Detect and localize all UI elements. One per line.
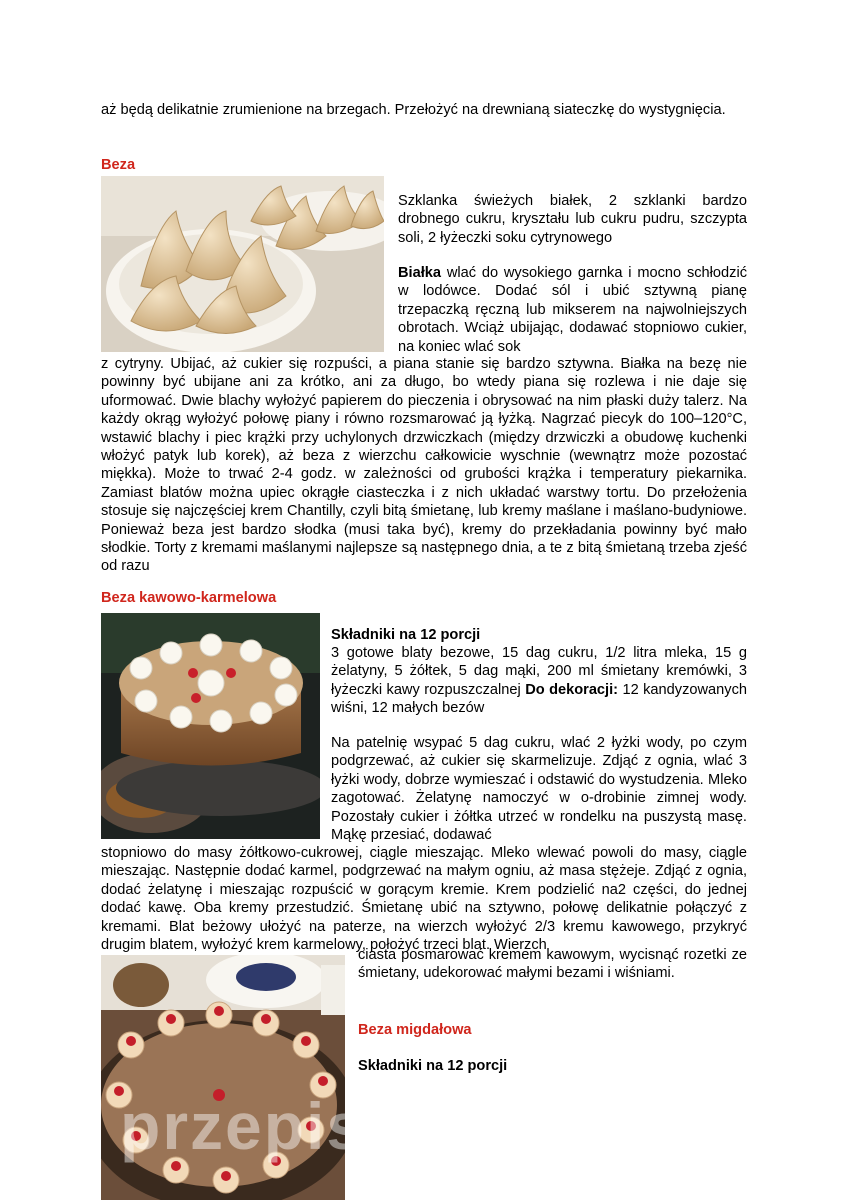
beza-kawowa-ingredients-1: 3 gotowe blaty bezowe, 15 dag cukru, 1/2 litra mleka, 15 g żelatyny, 5 żółtek, 5 dag mąki, 200 ml śmietany kremówki, 3 łyżeczki kawy rozpuszczalnej bbox=[331, 645, 747, 698]
beza-kawowa-ingredients-2: 12 kandyzowanych wiśni, 12 małych bezów bbox=[331, 681, 747, 717]
beza-method-wrap-text: wlać do wysokiego garnka i mocno schłodzić w lodówce. Dodać sól i ubić sztywną pianę trzepaczką ręczną lub mikserem na najwolniejszych obrotach. Wciąż ubijając, dodawać stopniowo cukier, na koniec wlać sok bbox=[398, 265, 747, 355]
beza-method-bold: Białka bbox=[398, 265, 441, 281]
beza-kawowa-method-full: stopniowo do masy żółtkowo-cukrowej, ciągle mieszając. Mleko wlewać powoli do masy, ciągle mieszając. Następnie dodać karmel, podgrzewać na małym ogniu, aż masa stężeje. Zdjąć z ognia, dodać żelatynę i mieszając rozpuścić w gorącym kremie. Krem podzielić na2 części, do jednej dodać kawę. Oba kremy przestudzić. Śmietanę ubić na sztywno, połowę delikatnie połączyć z kremami. Blat beżowy ułożyć na paterze, na wierzch wyłożyć 2/3 kremu kawowego, przykryć drugim blatem, wyłożyć krem karmelowy, położyć trzeci blat. Wierzch bbox=[101, 845, 747, 954]
beza-kawowa-method-end: ciasta posmarować kremem kawowym, wycisnąć rozetki ze śmietany, udekorować małymi bezami i wiśniami. bbox=[358, 947, 747, 982]
beza-ingredients: Szklanka świeżych białek, 2 szklanki bardzo drobnego cukru, kryształu lub cukru pudru, szczypta soli, 2 łyżeczki soku cytrynowego bbox=[398, 193, 747, 246]
beza-kawowa-ingredients bbox=[331, 644, 747, 718]
watermark: przepisydomowe.pl bbox=[120, 1089, 767, 1163]
beza-migdalowa-ingredients-heading: Składniki na 12 porcji bbox=[358, 1058, 508, 1074]
intro-paragraph: aż będą delikatnie zrumienione na brzegach. Przełożyć na drewnianą siateczkę do wystygnięcia. bbox=[101, 102, 726, 118]
beza-heading: Beza bbox=[101, 157, 136, 173]
coffee-caramel-meringue-cake-photo bbox=[101, 613, 320, 839]
beza-migdalowa-heading: Beza migdałowa bbox=[358, 1022, 472, 1038]
decoration-label: Do dekoracji: bbox=[525, 681, 619, 698]
beza-method-wrap bbox=[398, 264, 747, 356]
beza-kawowa-ingredients-heading: Składniki na 12 porcji bbox=[331, 627, 481, 643]
beza-kawowa-heading: Beza kawowo-karmelowa bbox=[101, 590, 277, 606]
meringues-photo bbox=[101, 176, 384, 352]
beza-method-full: z cytryny. Ubijać, aż cukier się rozpuści, a piana stanie się bardzo sztywna. Białka na bezę nie powinny być ubijane ani za krótko, ani za długo, bo wtedy piana się rozlewa i nie daje się uformować. Dwie blachy wyłożyć papierem do pieczenia i obrysować na nim płaski duży talerz. Na każdy okrąg wyłożyć połowę piany i równo rozsmarować ją łyżką. Nagrzać piecyk do 100–120°C, wstawić blachy i piec krążki przy uchylonych drzwiczkach (między drzwiczki a obudowę kuchenki włożyć patyk lub korek), aż beza z wierzchu całkowicie wyschnie (wewnątrz może pozostać miękka). Może to trwać 2-4 godz. w zależności od grubości krążka i temperatury piekarnika. Zamiast blatów można upiec okrągłe ciasteczka i z nich układać warstwy tortu. Do przełożenia stosuje się najczęściej krem Chantilly, czyli bitą śmietanę, lub kremy maślane i maślano-budyniowe. Ponieważ beza jest bardzo słodka (musi taka być), kremy do przekładania powinny być mało słodkie. Torty z kremami maślanymi najlepsze są następnego dnia, a te z bitą śmietaną trzeba zjeść od razu bbox=[101, 356, 747, 575]
beza-kawowa-method-wrap: Na patelnię wsypać 5 dag cukru, wlać 2 łyżki wody, po czym podgrzewać, aż cukier się skarmelizuje. Zdjąć z ognia, wlać 3 łyżki wody, dobrze wymieszać i odstawić do wystudzenia. Mleko zagotować. Żelatynę namoczyć w o-drobinie zimnej wody. Pozostały cukier i żółtka utrzeć w rondelku na puszystą masę. Mąkę przesiać, dodawać bbox=[331, 735, 747, 844]
